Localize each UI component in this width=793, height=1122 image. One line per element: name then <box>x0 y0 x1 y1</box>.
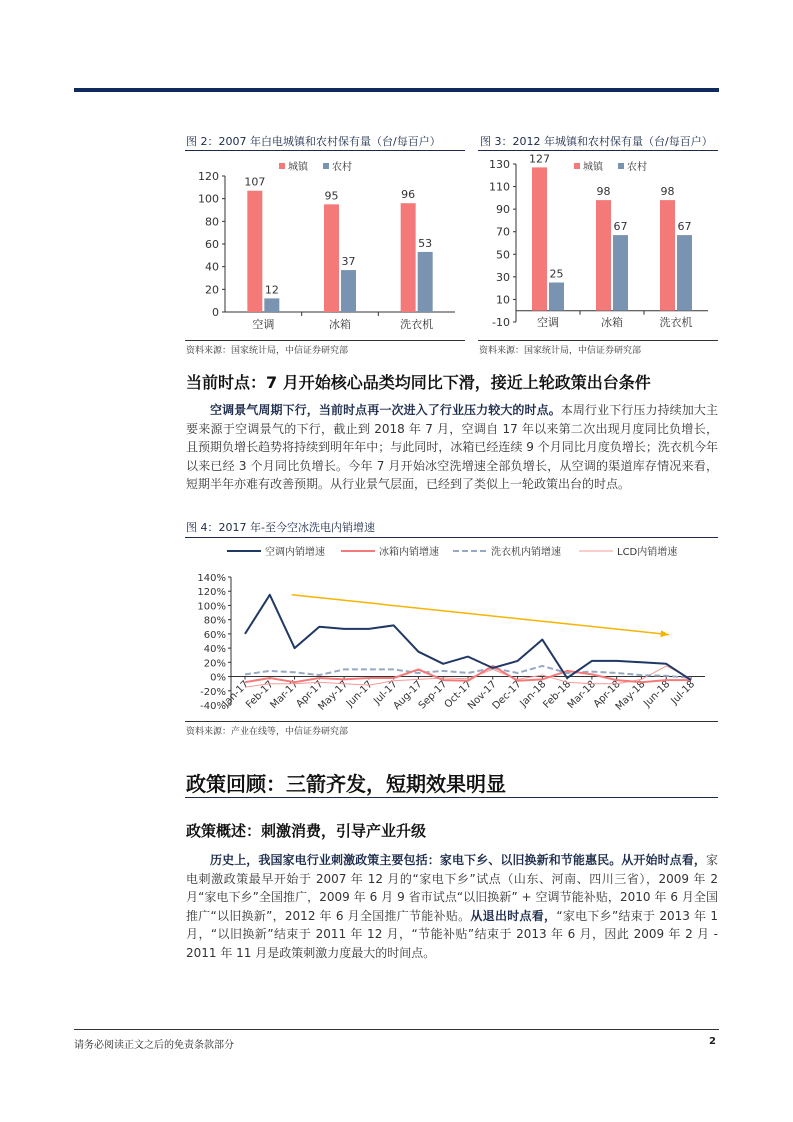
fig4-top-rule <box>185 537 718 538</box>
fig3-y-tick-label: 30 <box>496 270 510 284</box>
fig3-bar-农村 <box>613 235 628 311</box>
fig3-bar-城镇 <box>596 200 611 311</box>
fig3-legend-swatch <box>574 163 580 169</box>
section2-lead2: 从退出时点看， <box>470 908 557 923</box>
section1-paragraph <box>186 401 718 494</box>
fig4-x-tick-label: May-18 <box>613 678 648 713</box>
fig2-bar-label: 12 <box>264 283 279 297</box>
fig4-y-tick-label: -20% <box>200 686 226 698</box>
fig2-bar-城镇 <box>401 203 416 312</box>
fig2-legend-swatch <box>323 163 329 169</box>
fig4-x-tick-label: Aug-17 <box>391 678 425 713</box>
fig4-x-tick-label: May-17 <box>316 678 351 713</box>
fig4-y-tick-label: 120% <box>197 587 226 599</box>
fig2-y-tick-label: 80 <box>205 215 219 229</box>
fig2-x-tick-label: 冰箱 <box>329 318 351 331</box>
fig4-x-tick-label: Feb-18 <box>541 678 574 711</box>
fig4-bottom-rule <box>185 721 718 722</box>
section2-lead: 历史上，我国家电行业刺激政策主要包括：家电下乡、以旧换新和节能惠民。从开始时点看， <box>210 853 706 867</box>
fig4-source: 资料来源：产业在线等，中信证券研究部 <box>186 727 349 737</box>
footer-rule <box>74 1029 719 1030</box>
fig3-chart <box>478 152 718 338</box>
section1-lead: 空调景气周期下行，当前时点再一次进入了行业压力较大的时点。 <box>210 403 561 417</box>
fig2-bar-城镇 <box>247 191 262 312</box>
fig3-bar-label: 98 <box>660 185 675 199</box>
fig2-bar-label: 95 <box>324 189 339 203</box>
fig4-legend-label: 空调内销增速 <box>265 547 325 558</box>
fig2-bar-农村 <box>418 252 433 312</box>
fig2-bar-label: 37 <box>341 255 356 269</box>
fig2-y-tick-label: 100 <box>198 192 219 206</box>
fig4-y-tick-label: 140% <box>197 573 226 584</box>
fig3-y-tick-label: 10 <box>496 293 510 307</box>
fig4-y-tick-label: 80% <box>203 615 226 627</box>
fig4-x-tick-label: Jun-17 <box>344 678 376 710</box>
fig4-legend-label: LCD内销增速 <box>617 547 678 558</box>
fig4-x-tick-label: Jan-17 <box>220 678 252 710</box>
fig3-bottom-rule <box>478 340 718 341</box>
fig3-bar-农村 <box>549 283 564 311</box>
fig4-x-tick-label: Feb-17 <box>244 678 276 711</box>
fig2-bar-农村 <box>264 298 279 312</box>
fig2-bar-农村 <box>341 270 356 312</box>
fig2-title: 图 2：2007 年白电城镇和农村保有量（台/每百户） <box>186 135 441 148</box>
fig3-bar-label: 67 <box>677 220 692 234</box>
page-number: 2 <box>709 1036 716 1047</box>
fig3-source: 资料来源：国家统计局，中信证券研究部 <box>479 346 642 356</box>
fig4-x-tick-label: Jul-17 <box>371 678 400 707</box>
section1-body: 本周行业下行压力持续加大主要来源于空调景气的下行，截止到 2018 年 7 月，空调自 17 年以来第二次出现月度同比负增长，且预期负增长趋势将持续到明年年中；与此同时，冰箱已经连续 9 个月同比月度负增长；洗衣机今年以来已经 3 个月同比负增长。今年 7 月开始冰空洗增速全部负增长，从空调的渠道库存情况来看，短期半年亦难有改善预期。从行业景气层面，已经到了类似上一轮政策出台的时点。 <box>186 403 718 491</box>
header-rule <box>74 88 719 92</box>
fig4-legend-label: 洗衣机内销增速 <box>491 547 561 558</box>
fig3-y-tick-label: 110 <box>489 180 510 194</box>
fig4-chart <box>185 539 718 719</box>
fig4-x-tick-label: Apr-17 <box>294 678 326 711</box>
fig4-y-tick-label: 20% <box>203 658 226 670</box>
fig3-bar-label: 127 <box>529 152 550 166</box>
fig4-series-空调内销增速 <box>245 595 691 680</box>
fig4-x-tick-label: Sep-17 <box>416 678 450 712</box>
fig3-y-tick-label: 70 <box>496 225 510 239</box>
fig3-legend-label: 农村 <box>627 162 647 173</box>
section2-body2: “家电下乡”结束于 2013 年 1 月，“以旧换新”结束于 2011 年 12 月，“节能补贴”结束于 2013 年 6 月，因此 2009 年 2 月 - 2011 年 11 月是政策刺激力度最大的时间点。 <box>186 908 718 960</box>
fig4-y-tick-label: 60% <box>203 629 226 641</box>
fig4-x-tick-label: Dec-17 <box>490 678 524 712</box>
section2-subheading: 政策概述：刺激消费，引导产业升级 <box>186 822 427 840</box>
fig4-title: 图 4：2017 年-至今空冰洗电内销增速 <box>186 521 375 534</box>
fig4-y-tick-label: 0% <box>210 672 226 684</box>
fig2-bottom-rule <box>185 340 465 341</box>
fig2-bar-label: 107 <box>244 175 266 189</box>
fig4-y-tick-label: 100% <box>197 601 226 613</box>
fig4-x-tick-label: Mar-18 <box>565 678 599 712</box>
fig4-legend-label: 冰箱内销增速 <box>379 547 439 558</box>
fig2-chart <box>185 152 465 338</box>
fig2-legend-label: 城镇 <box>288 162 308 173</box>
fig3-legend-label: 城镇 <box>583 162 603 173</box>
section1-heading: 当前时点：7 月开始核心品类均同比下滑，接近上轮政策出台条件 <box>186 373 651 392</box>
fig2-x-tick-label: 洗衣机 <box>400 318 434 331</box>
fig3-y-tick-label: -10 <box>492 316 510 329</box>
fig3-bar-label: 98 <box>596 185 611 199</box>
fig2-source: 资料来源：国家统计局，中信证券研究部 <box>186 346 349 356</box>
fig2-y-tick-label: 60 <box>205 238 219 251</box>
fig4-x-tick-label: Jul-18 <box>669 678 698 707</box>
section2-paragraph <box>186 851 718 962</box>
fig2-legend-label: 农村 <box>332 162 352 173</box>
fig4-x-tick-label: Oct-17 <box>442 678 475 711</box>
section2-rule <box>185 797 718 798</box>
fig3-bar-农村 <box>677 235 692 311</box>
fig2-y-tick-label: 0 <box>212 306 219 319</box>
section2-heading: 政策回顾：三箭齐发，短期效果明显 <box>186 772 506 796</box>
fig2-bar-label: 53 <box>418 236 433 250</box>
fig3-bar-label: 25 <box>549 267 564 281</box>
fig2-y-tick-label: 120 <box>198 170 219 183</box>
fig2-bar-城镇 <box>324 204 339 312</box>
fig3-x-tick-label: 空调 <box>537 316 559 329</box>
fig2-legend-swatch <box>279 163 285 169</box>
fig3-y-tick-label: 50 <box>496 248 510 262</box>
fig4-x-tick-label: Jun-18 <box>641 678 673 710</box>
fig4-x-tick-label: Nov-17 <box>465 678 499 712</box>
fig2-y-tick-label: 20 <box>205 283 219 297</box>
fig3-y-tick-label: 90 <box>496 203 510 217</box>
fig3-x-tick-label: 冰箱 <box>601 316 623 329</box>
section2-body1: 家电刺激政策最早开始于 2007 年 12 月的“家电下乡”试点（山东、河南、四川三省），2009 年 2 月“家电下乡”全国推广，2009 年 6 月 9 省市试点“以旧换新” + 空调节能补贴，2010 年 6 月全国推广“以旧换新”，2012 年 6 月全国推广节能补贴。 <box>186 853 718 923</box>
fig4-y-tick-label: -40% <box>200 701 226 712</box>
fig3-bar-城镇 <box>532 167 547 310</box>
fig3-title: 图 3：2012 年城镇和农村保有量（台/每百户） <box>480 135 713 148</box>
fig3-y-tick-label: 130 <box>489 158 510 171</box>
footer-disclaimer: 请务必阅读正文之后的免责条款部分 <box>74 1040 234 1051</box>
fig2-x-tick-label: 空调 <box>252 318 275 331</box>
fig4-x-tick-label: Mar-17 <box>268 678 301 712</box>
fig4-x-tick-label: Jan-18 <box>518 678 549 710</box>
fig3-bar-城镇 <box>660 200 675 311</box>
fig4-y-tick-label: 40% <box>203 644 226 656</box>
fig3-bar-label: 67 <box>613 220 628 234</box>
fig2-y-tick-label: 40 <box>205 260 219 274</box>
fig3-legend-swatch <box>618 163 624 169</box>
fig4-x-tick-label: Apr-18 <box>591 678 623 711</box>
fig3-x-tick-label: 洗衣机 <box>659 316 693 329</box>
fig2-bar-label: 96 <box>401 188 416 202</box>
fig3-top-rule <box>478 150 718 151</box>
fig2-top-rule <box>185 150 465 151</box>
